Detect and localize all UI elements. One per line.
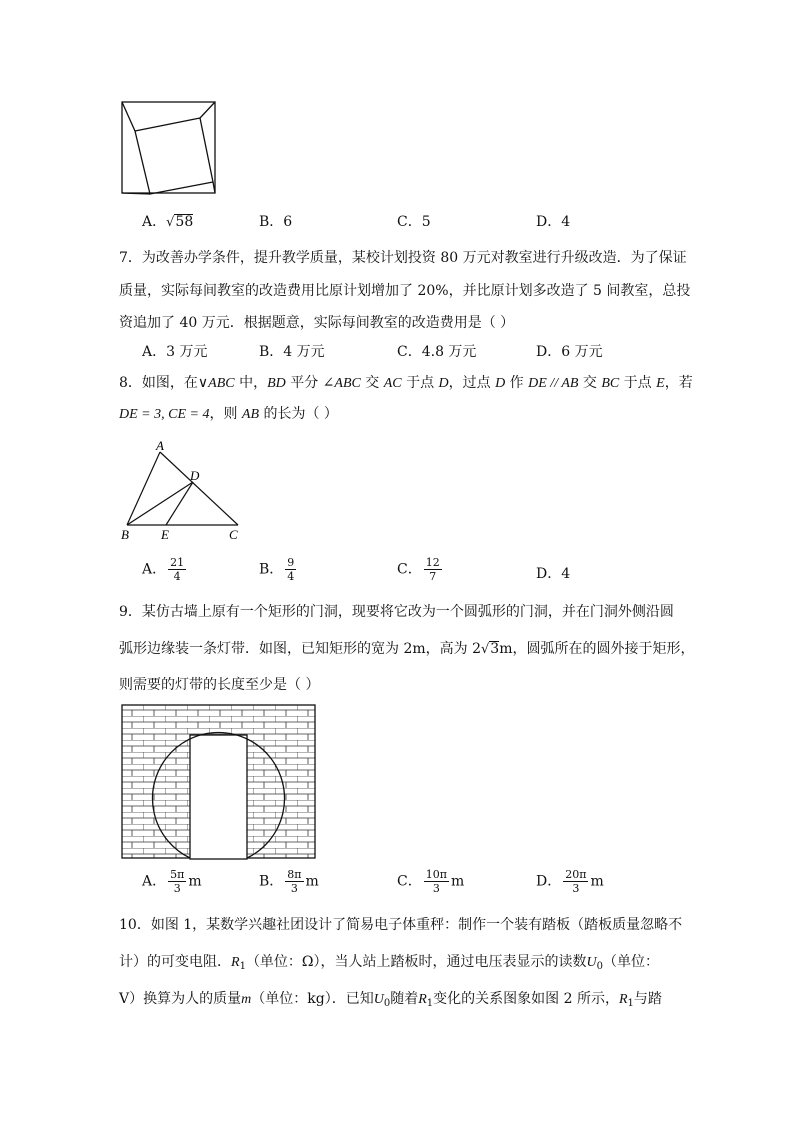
label-c: C (229, 527, 238, 542)
q9-wall-figure (121, 704, 317, 860)
q9-option-d[interactable]: D． $\frac{20\pi}{3}$ m (536, 868, 604, 895)
q7-option-c[interactable]: C．4.8 万元 (397, 344, 477, 360)
q8-option-a-fraction: $\frac{21}{4}$ (170, 556, 185, 583)
q7-option-d[interactable]: D．6 万元 (536, 344, 603, 360)
label-a: A (156, 438, 164, 453)
q8-line-2: DE = 3, CE = 4，则 AB 的长为（ ） (119, 406, 338, 422)
door-opening (190, 735, 247, 859)
q8-option-c-fraction: $\frac{12}{7}$ (425, 556, 440, 583)
label-e: E (161, 527, 169, 542)
q7-option-b[interactable]: B．4 万元 (259, 344, 325, 360)
inner-square (135, 118, 213, 194)
q8-option-d[interactable]: D．4 (536, 566, 571, 582)
q10-line-3: V）换算为人的质量m（单位：kg）．已知$U_0$随着$R_1$变化的关系图象如图 2 所示，$R_1$与踏 (119, 991, 662, 1009)
q7-option-a[interactable]: A．3 万元 (142, 344, 208, 360)
q8-line-1: 8．如图，在∨ABC 中，BD 平分 ∠ABC 交 AC 于点 D，过点 D 作 DE // AB 交 BC 于点 E，若 (119, 375, 693, 391)
q8-triangle-figure (118, 438, 248, 544)
segment-right (200, 102, 215, 118)
q9-line-2: 弧形边缘装一条灯带．如图，已知矩形的宽为 2m，高为 2√3m，圆弧所在的圆外接于矩形， (119, 641, 695, 657)
q9-option-c[interactable]: C． $\frac{10\pi}{3}$ m (397, 868, 465, 895)
q8-option-c[interactable]: C． $\frac{12}{7}$ (397, 556, 440, 583)
label-b: B (121, 527, 129, 542)
q7-line-2: 质量，实际每间教室的改造费用比原计划增加了 20%，并比原计划多改造了 5 间教室，总投 (119, 283, 691, 299)
q9-line-1: 9．某仿古墙上原有一个矩形的门洞，现要将它改为一个圆弧形的门洞，并在门洞外侧沿圆 (119, 604, 674, 620)
q10-line-1: 10．如图 1，某数学兴趣社团设计了简易电子体重秤：制作一个装有踏板（踏板质量忽略不 (119, 917, 683, 933)
q8-option-b-fraction: $\frac{9}{4}$ (287, 556, 295, 583)
q9-line-3: 则需要的灯带的长度至少是（ ） (119, 677, 320, 693)
label-d: D (190, 468, 200, 483)
q9-option-a[interactable]: A． $\frac{5\pi}{3}$ m (142, 868, 202, 895)
segment-top (122, 102, 135, 131)
q6-option-a[interactable]: A．√58 (142, 214, 194, 230)
q8-option-b[interactable]: B． $\frac{9}{4}$ (259, 556, 295, 583)
q6-option-a-label: A． (142, 214, 167, 230)
q6-square-figure (120, 100, 218, 196)
q8-option-a[interactable]: A． $\frac{21}{4}$ (142, 556, 185, 583)
q6-option-c[interactable]: C．5 (397, 214, 431, 230)
q6-option-a-root: 58 (175, 214, 194, 230)
q7-line-1: 7．为改善办学条件，提升教学质量，某校计划投资 80 万元对教室进行升级改造．为了保证 (119, 250, 687, 266)
outer-square (122, 102, 215, 193)
q6-option-d[interactable]: D．4 (536, 214, 571, 230)
q9-option-b[interactable]: B． $\frac{8\pi}{3}$ m (259, 868, 319, 895)
q6-option-b[interactable]: B．6 (259, 214, 293, 230)
side-ac (160, 452, 238, 525)
q10-line-2: 计）的可变电阻．$R_1$（单位：Ω），当人站上踏板时，通过电压表显示的读数$U_0$（单位： (119, 954, 660, 972)
q7-line-3: 资追加了 40 万元．根据题意，实际每间教室的改造费用是（ ） (119, 315, 515, 331)
segment-de (166, 482, 193, 525)
